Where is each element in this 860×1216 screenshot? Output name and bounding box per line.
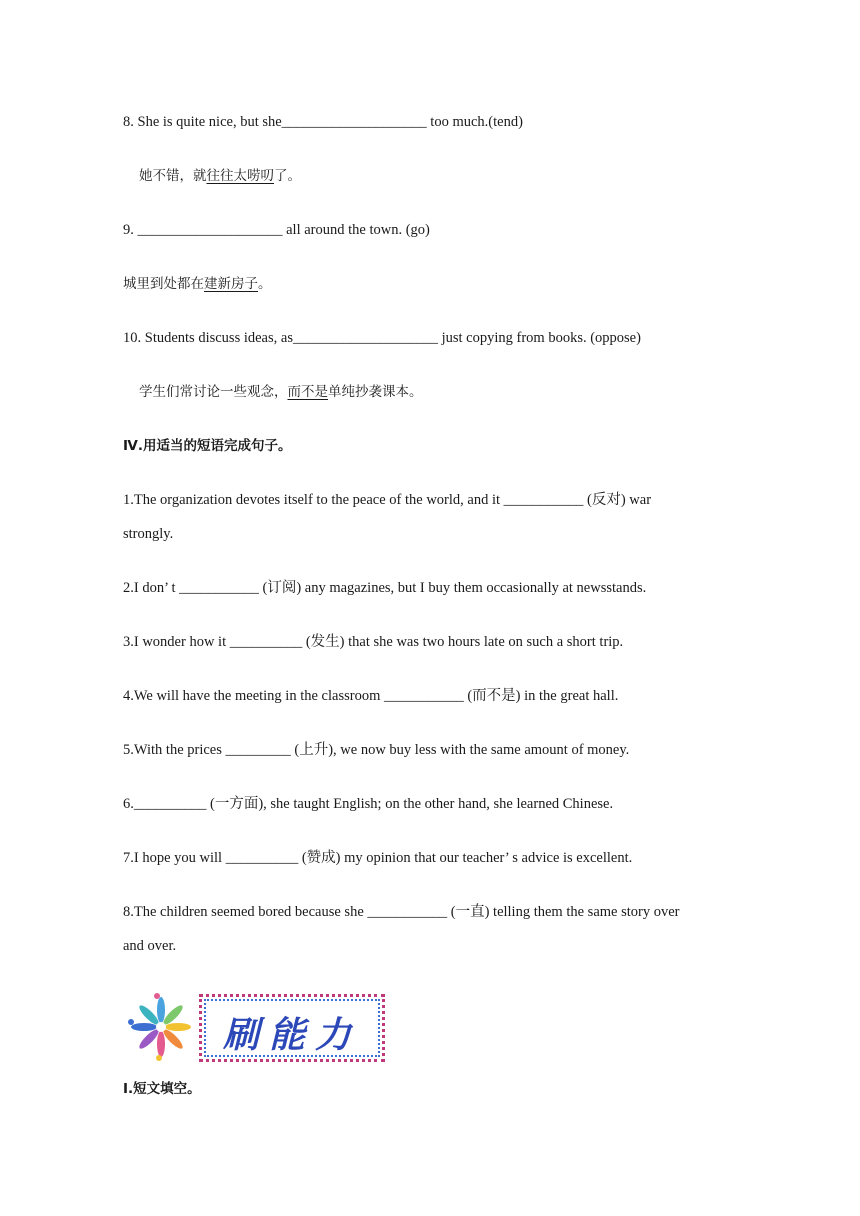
- answer-blank[interactable]: ____________________: [137, 222, 283, 238]
- phrase-item-8-line2: and over.: [123, 938, 177, 954]
- phrase-item-1-line2: strongly.: [123, 526, 174, 542]
- section-four-heading: Ⅳ.用适当的短语完成句子。: [123, 438, 292, 454]
- phrase-item-8-line1: 8.The children seemed bored because she ___________ (一直) telling them the same story over: [123, 904, 680, 920]
- exercise-8-english: 8. She is quite nice, but she____________________ too much.(tend): [123, 114, 523, 130]
- answer-blank[interactable]: ____________________: [292, 330, 438, 346]
- flower-logo-icon: [125, 992, 193, 1062]
- banner-frame: [199, 994, 385, 1062]
- phrase-item-3: 3.I wonder how it __________ (发生) that she was two hours late on such a short trip.: [123, 634, 624, 650]
- section-one-heading: Ⅰ.短文填空。: [123, 1081, 201, 1097]
- phrase-item-4: 4.We will have the meeting in the classroom ___________ (而不是) in the great hall.: [123, 688, 619, 704]
- answer-blank[interactable]: ____________________: [281, 114, 427, 130]
- phrase-item-1-line1: 1.The organization devotes itself to the peace of the world, and it ___________ (反对) war: [123, 492, 652, 508]
- phrase-item-2: 2.I don’ t ___________ (订阅) any magazines, but I buy them occasionally at newsstands.: [123, 580, 647, 596]
- phrase-item-7: 7.I hope you will __________ (赞成) my opinion that our teacher’ s advice is excellent.: [123, 850, 633, 866]
- phrase-item-6: 6.__________ (一方面), she taught English; on the other hand, she learned Chinese.: [123, 796, 614, 812]
- exercise-10-english: 10. Students discuss ideas, as____________________ just copying from books. (oppose): [123, 330, 641, 346]
- phrase-item-5: 5.With the prices _________ (上升), we now buy less with the same amount of money.: [123, 742, 630, 758]
- exercise-8-chinese: 她不错，就往往太唠叨了。: [139, 168, 301, 184]
- banner-title: 刷能力: [222, 1014, 361, 1056]
- exercise-9-chinese: 城里到处都在建新房子。: [123, 276, 272, 292]
- skill-banner: [125, 992, 387, 1062]
- exercise-9-english: 9. ____________________ all around the town. (go): [123, 222, 430, 238]
- exercise-10-chinese: 学生们常讨论一些观念，而不是单纯抄袭课本。: [139, 384, 423, 400]
